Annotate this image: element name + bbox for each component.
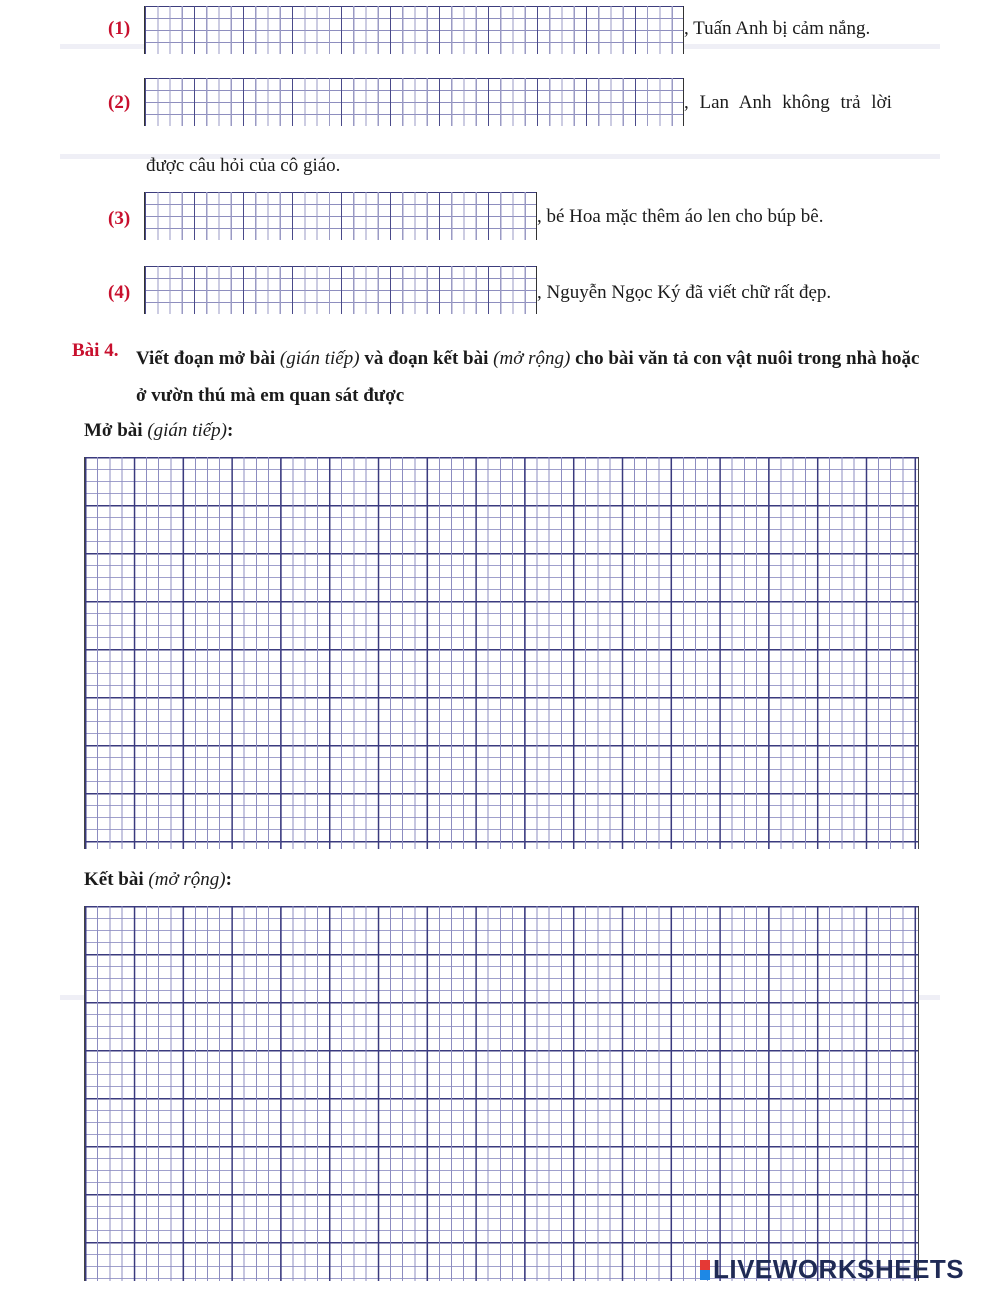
answer-box-2[interactable] [144,78,684,126]
label-text: Kết bài [84,869,149,890]
open-paragraph-label [84,420,233,442]
prompt-italic: (gián tiếp) [279,348,360,369]
item-number-4: (4) [108,282,131,303]
close-paragraph-label [84,869,232,891]
exercise-4-label: Bài 4. [72,340,119,361]
item-number-1: (1) [108,18,131,39]
label-italic: (gián tiếp) [147,420,227,441]
answer-box-4[interactable] [144,266,537,314]
item-text-1: , Tuấn Anh bị cảm nắng. [684,18,871,39]
logo-square [700,1260,710,1270]
label-colon: : [225,869,232,890]
close-paragraph-writing-grid[interactable] [84,906,919,1281]
logo-mark-icon [700,1260,710,1280]
item-text-2: , Lan Anh không trả lời [684,92,892,113]
open-paragraph-writing-grid[interactable] [84,457,919,849]
answer-box-1[interactable] [144,6,684,54]
exercise-4-prompt [136,340,926,414]
prompt-part: Viết đoạn mở bài [136,348,280,369]
prompt-part: cho bài văn tả con vật nuôi trong nhà hoặc ở vườn thú mà em quan sát được [136,348,920,406]
logo-text: LIVEWORKSHEETS [713,1254,965,1284]
item-text-3: , bé Hoa mặc thêm áo len cho búp bê. [537,206,824,227]
logo-square [700,1270,710,1280]
item-number-2: (2) [108,92,131,113]
prompt-italic: (mở rộng) [493,348,571,369]
prompt-part: và đoạn kết bài [359,348,494,369]
liveworksheets-logo [700,1254,964,1285]
answer-box-3[interactable] [144,192,537,240]
item-text-2-continuation: được câu hỏi của cô giáo. [146,155,341,176]
label-italic: (mở rộng) [148,869,226,890]
label-text: Mở bài [84,420,148,441]
item-number-3: (3) [108,208,131,229]
label-colon: : [227,420,234,441]
item-text-4: , Nguyễn Ngọc Ký đã viết chữ rất đẹp. [537,282,832,303]
